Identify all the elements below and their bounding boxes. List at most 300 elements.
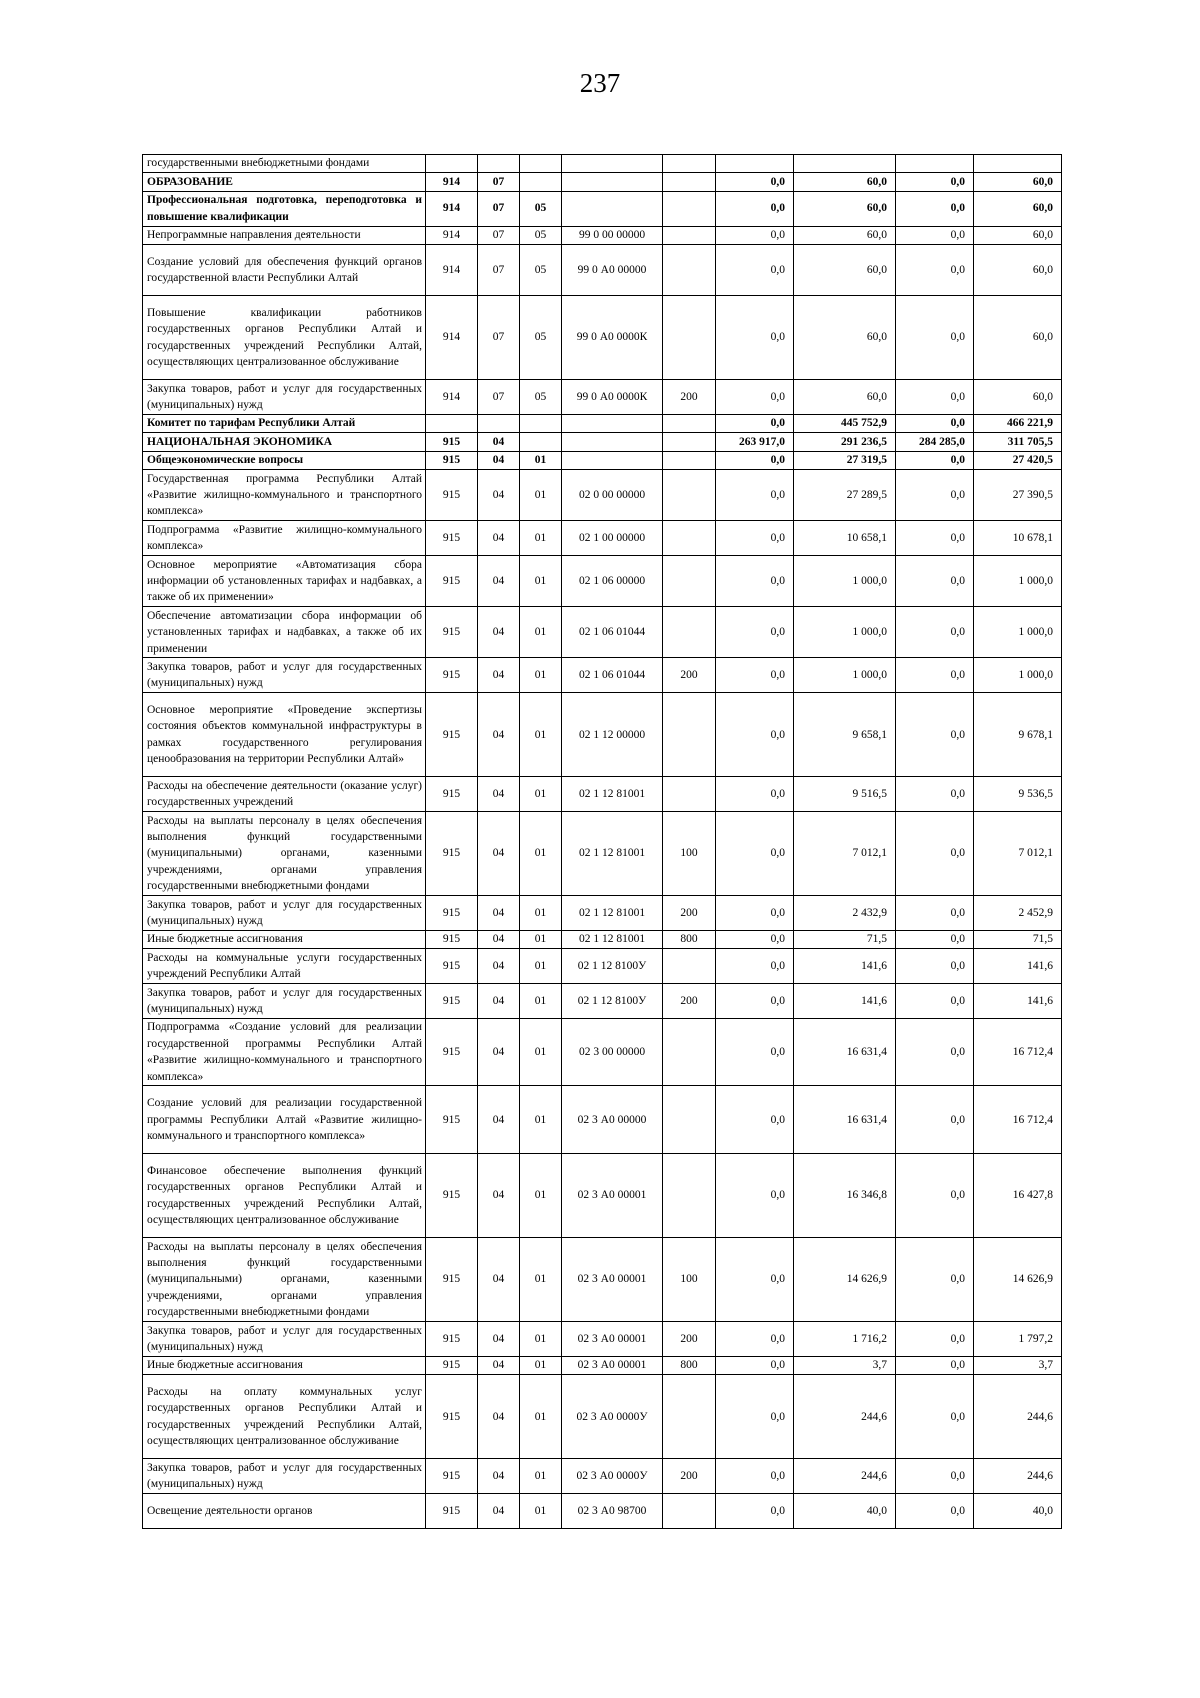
target-article-code [562, 173, 663, 191]
row-name: Создание условий для реализации государственной программы Республики Алтай «Развитие жилищно-коммунального и транспортного комплекса» [143, 1086, 426, 1154]
expense-type-code: 200 [663, 658, 716, 693]
amount-3: 0,0 [896, 1238, 974, 1322]
ved-code: 915 [426, 1375, 478, 1459]
ved-code: 915 [426, 930, 478, 948]
section-code: 04 [478, 451, 520, 469]
amount-1: 0,0 [716, 521, 794, 556]
subsection-code: 05 [520, 226, 562, 244]
ved-code: 914 [426, 244, 478, 295]
subsection-code: 01 [520, 658, 562, 693]
amount-4: 244,6 [974, 1459, 1062, 1494]
ved-code: 915 [426, 521, 478, 556]
amount-4: 60,0 [974, 173, 1062, 191]
amount-3: 0,0 [896, 521, 974, 556]
subsection-code: 05 [520, 296, 562, 380]
subsection-code: 01 [520, 949, 562, 984]
amount-2: 7 012,1 [794, 812, 896, 896]
expense-type-code [663, 470, 716, 521]
row-name: Обеспечение автоматизации сбора информации об установленных тарифах и надбавках, а также об их применении [143, 607, 426, 658]
expense-type-code [663, 173, 716, 191]
amount-2: 10 658,1 [794, 521, 896, 556]
section-code: 04 [478, 470, 520, 521]
amount-3: 0,0 [896, 191, 974, 226]
subsection-code: 05 [520, 380, 562, 415]
expense-type-code [663, 226, 716, 244]
amount-2: 60,0 [794, 380, 896, 415]
target-article-code [562, 451, 663, 469]
ved-code: 915 [426, 1459, 478, 1494]
section-code: 04 [478, 1154, 520, 1238]
row-name: Подпрограмма «Развитие жилищно-коммунального комплекса» [143, 521, 426, 556]
table-body [143, 155, 1062, 1529]
subsection-code: 01 [520, 1086, 562, 1154]
section-code: 07 [478, 191, 520, 226]
table-row [143, 451, 1062, 469]
amount-4: 10 678,1 [974, 521, 1062, 556]
target-article-code: 02 1 12 00000 [562, 693, 663, 777]
amount-3: 0,0 [896, 1154, 974, 1238]
section-code: 04 [478, 693, 520, 777]
amount-2: 27 319,5 [794, 451, 896, 469]
subsection-code: 01 [520, 1375, 562, 1459]
section-code [478, 414, 520, 432]
section-code: 04 [478, 930, 520, 948]
amount-3: 0,0 [896, 1356, 974, 1374]
amount-4: 27 390,5 [974, 470, 1062, 521]
section-code: 07 [478, 380, 520, 415]
table-row [143, 777, 1062, 812]
ved-code: 915 [426, 693, 478, 777]
amount-3: 0,0 [896, 1494, 974, 1529]
ved-code: 915 [426, 812, 478, 896]
table-row [143, 1356, 1062, 1374]
row-name: Закупка товаров, работ и услуг для государственных (муниципальных) нужд [143, 658, 426, 693]
target-article-code: 02 3 00 00000 [562, 1018, 663, 1086]
table-row [143, 812, 1062, 896]
subsection-code: 01 [520, 607, 562, 658]
amount-1: 0,0 [716, 191, 794, 226]
ved-code: 914 [426, 173, 478, 191]
row-name: Комитет по тарифам Республики Алтай [143, 414, 426, 432]
section-code: 04 [478, 1238, 520, 1322]
ved-code: 915 [426, 1322, 478, 1357]
row-name: Расходы на обеспечение деятельности (оказание услуг) государственных учреждений [143, 777, 426, 812]
row-name: Иные бюджетные ассигнования [143, 1356, 426, 1374]
expense-type-code: 200 [663, 1459, 716, 1494]
ved-code [426, 414, 478, 432]
amount-4: 311 705,5 [974, 433, 1062, 451]
row-name: Государственная программа Республики Алтай «Развитие жилищно-коммунального и транспортного комплекса» [143, 470, 426, 521]
amount-4: 1 000,0 [974, 607, 1062, 658]
amount-3 [896, 155, 974, 173]
amount-4: 466 221,9 [974, 414, 1062, 432]
section-code: 04 [478, 949, 520, 984]
row-name: Основное мероприятие «Автоматизация сбора информации об установленных тарифах и надбавках, а также об их применении» [143, 556, 426, 607]
target-article-code [562, 414, 663, 432]
amount-4: 7 012,1 [974, 812, 1062, 896]
target-article-code: 99 0 А0 0000К [562, 296, 663, 380]
target-article-code: 02 3 А0 00001 [562, 1238, 663, 1322]
expense-type-code [663, 607, 716, 658]
amount-3: 0,0 [896, 244, 974, 295]
amount-2: 244,6 [794, 1459, 896, 1494]
amount-2: 445 752,9 [794, 414, 896, 432]
amount-2: 2 432,9 [794, 896, 896, 931]
amount-1: 0,0 [716, 1018, 794, 1086]
amount-3: 0,0 [896, 1086, 974, 1154]
subsection-code: 01 [520, 930, 562, 948]
amount-1: 0,0 [716, 693, 794, 777]
section-code: 07 [478, 244, 520, 295]
amount-2: 60,0 [794, 191, 896, 226]
subsection-code: 01 [520, 1154, 562, 1238]
table-row [143, 949, 1062, 984]
row-name: Финансовое обеспечение выполнения функций государственных органов Республики Алтай и государственных учреждений Республики Алтай, осуществляющих централизованное обслуживание [143, 1154, 426, 1238]
amount-4: 16 712,4 [974, 1086, 1062, 1154]
row-name: Закупка товаров, работ и услуг для государственных (муниципальных) нужд [143, 1459, 426, 1494]
amount-3: 284 285,0 [896, 433, 974, 451]
section-code: 04 [478, 658, 520, 693]
amount-2: 9 658,1 [794, 693, 896, 777]
row-name: Расходы на оплату коммунальных услуг государственных органов Республики Алтай и государственных учреждений Республики Алтай, осуществляющих централизованное обслуживание [143, 1375, 426, 1459]
amount-3: 0,0 [896, 777, 974, 812]
table-row [143, 296, 1062, 380]
amount-4: 9 678,1 [974, 693, 1062, 777]
amount-3: 0,0 [896, 1018, 974, 1086]
target-article-code: 99 0 А0 0000К [562, 380, 663, 415]
amount-1: 0,0 [716, 984, 794, 1019]
section-code: 04 [478, 984, 520, 1019]
target-article-code: 99 0 А0 00000 [562, 244, 663, 295]
target-article-code: 02 1 12 8100У [562, 984, 663, 1019]
amount-2: 1 716,2 [794, 1322, 896, 1357]
ved-code: 915 [426, 433, 478, 451]
table-row [143, 1086, 1062, 1154]
subsection-code: 01 [520, 1356, 562, 1374]
expense-type-code: 200 [663, 984, 716, 1019]
ved-code: 915 [426, 470, 478, 521]
table-row [143, 693, 1062, 777]
amount-4: 60,0 [974, 226, 1062, 244]
amount-1: 0,0 [716, 1459, 794, 1494]
subsection-code: 01 [520, 470, 562, 521]
expense-type-code [663, 693, 716, 777]
table-row [143, 1375, 1062, 1459]
section-code: 04 [478, 777, 520, 812]
ved-code: 915 [426, 1238, 478, 1322]
table-row [143, 414, 1062, 432]
target-article-code: 02 3 А0 98700 [562, 1494, 663, 1529]
target-article-code: 02 3 А0 00001 [562, 1356, 663, 1374]
row-name: Расходы на коммунальные услуги государственных учреждений Республики Алтай [143, 949, 426, 984]
expense-type-code: 200 [663, 380, 716, 415]
amount-1: 0,0 [716, 1154, 794, 1238]
amount-1: 0,0 [716, 226, 794, 244]
row-name: Закупка товаров, работ и услуг для государственных (муниципальных) нужд [143, 896, 426, 931]
expense-type-code [663, 1494, 716, 1529]
ved-code: 915 [426, 1154, 478, 1238]
row-name: Общеэкономические вопросы [143, 451, 426, 469]
ved-code: 915 [426, 984, 478, 1019]
row-name: Основное мероприятие «Проведение экспертизы состояния объектов коммунальной инфраструктуры в рамках государственного регулирования ценообразования на территории Республики Алтай» [143, 693, 426, 777]
target-article-code: 02 3 А0 0000У [562, 1459, 663, 1494]
row-name: Профессиональная подготовка, переподготовка и повышение квалификации [143, 191, 426, 226]
section-code: 04 [478, 433, 520, 451]
amount-4: 40,0 [974, 1494, 1062, 1529]
amount-2: 141,6 [794, 984, 896, 1019]
ved-code: 914 [426, 296, 478, 380]
amount-3: 0,0 [896, 896, 974, 931]
amount-2 [794, 155, 896, 173]
amount-4: 60,0 [974, 296, 1062, 380]
row-name: Освещение деятельности органов [143, 1494, 426, 1529]
ved-code: 915 [426, 556, 478, 607]
amount-1: 0,0 [716, 1086, 794, 1154]
amount-3: 0,0 [896, 470, 974, 521]
amount-4: 1 000,0 [974, 658, 1062, 693]
table-row [143, 380, 1062, 415]
row-name: Закупка товаров, работ и услуг для государственных (муниципальных) нужд [143, 1322, 426, 1357]
table-row [143, 244, 1062, 295]
amount-2: 16 631,4 [794, 1086, 896, 1154]
amount-3: 0,0 [896, 451, 974, 469]
expense-type-code: 100 [663, 812, 716, 896]
subsection-code: 01 [520, 1494, 562, 1529]
subsection-code: 01 [520, 556, 562, 607]
ved-code: 915 [426, 1018, 478, 1086]
amount-2: 291 236,5 [794, 433, 896, 451]
amount-1: 0,0 [716, 556, 794, 607]
subsection-code: 01 [520, 1459, 562, 1494]
amount-3: 0,0 [896, 414, 974, 432]
row-name: ОБРАЗОВАНИЕ [143, 173, 426, 191]
target-article-code [562, 191, 663, 226]
table-row [143, 1018, 1062, 1086]
table-row [143, 1459, 1062, 1494]
section-code: 04 [478, 812, 520, 896]
table-row [143, 1494, 1062, 1529]
amount-3: 0,0 [896, 984, 974, 1019]
amount-1: 0,0 [716, 607, 794, 658]
amount-4: 141,6 [974, 949, 1062, 984]
subsection-code [520, 155, 562, 173]
subsection-code: 05 [520, 244, 562, 295]
target-article-code: 02 1 06 01044 [562, 607, 663, 658]
amount-3: 0,0 [896, 556, 974, 607]
amount-1: 0,0 [716, 296, 794, 380]
expense-type-code [663, 777, 716, 812]
amount-2: 1 000,0 [794, 556, 896, 607]
section-code: 04 [478, 1356, 520, 1374]
subsection-code: 01 [520, 451, 562, 469]
section-code: 04 [478, 521, 520, 556]
target-article-code: 02 1 12 81001 [562, 777, 663, 812]
amount-3: 0,0 [896, 173, 974, 191]
amount-3: 0,0 [896, 226, 974, 244]
amount-2: 141,6 [794, 949, 896, 984]
expense-type-code [663, 1018, 716, 1086]
subsection-code: 01 [520, 812, 562, 896]
expense-type-code: 800 [663, 930, 716, 948]
ved-code: 915 [426, 896, 478, 931]
amount-3: 0,0 [896, 949, 974, 984]
amount-3: 0,0 [896, 1375, 974, 1459]
amount-4: 1 000,0 [974, 556, 1062, 607]
ved-code [426, 155, 478, 173]
expense-type-code [663, 451, 716, 469]
amount-3: 0,0 [896, 1459, 974, 1494]
target-article-code: 02 1 12 8100У [562, 949, 663, 984]
amount-4: 244,6 [974, 1375, 1062, 1459]
ved-code: 915 [426, 451, 478, 469]
subsection-code: 01 [520, 777, 562, 812]
amount-2: 1 000,0 [794, 658, 896, 693]
table-row [143, 155, 1062, 173]
expense-type-code [663, 433, 716, 451]
table-row [143, 896, 1062, 931]
amount-4: 16 427,8 [974, 1154, 1062, 1238]
row-name: НАЦИОНАЛЬНАЯ ЭКОНОМИКА [143, 433, 426, 451]
amount-2: 71,5 [794, 930, 896, 948]
amount-1: 0,0 [716, 1375, 794, 1459]
subsection-code: 01 [520, 896, 562, 931]
section-code: 04 [478, 556, 520, 607]
table-row [143, 984, 1062, 1019]
target-article-code: 02 1 06 01044 [562, 658, 663, 693]
amount-2: 9 516,5 [794, 777, 896, 812]
ved-code: 915 [426, 658, 478, 693]
table-row [143, 173, 1062, 191]
amount-1: 0,0 [716, 380, 794, 415]
subsection-code: 01 [520, 521, 562, 556]
row-name: Повышение квалификации работников государственных органов Республики Алтай и государственных учреждений Республики Алтай, осуществляющих централизованное обслуживание [143, 296, 426, 380]
amount-1: 0,0 [716, 896, 794, 931]
subsection-code [520, 173, 562, 191]
amount-1: 0,0 [716, 1494, 794, 1529]
amount-3: 0,0 [896, 930, 974, 948]
table-row [143, 433, 1062, 451]
amount-4: 60,0 [974, 191, 1062, 226]
expense-type-code [663, 521, 716, 556]
section-code: 04 [478, 896, 520, 931]
section-code: 04 [478, 1494, 520, 1529]
section-code: 04 [478, 1375, 520, 1459]
expense-type-code [663, 244, 716, 295]
amount-1: 0,0 [716, 949, 794, 984]
amount-4: 141,6 [974, 984, 1062, 1019]
row-name: Непрограммные направления деятельности [143, 226, 426, 244]
row-name: Закупка товаров, работ и услуг для государственных (муниципальных) нужд [143, 380, 426, 415]
ved-code: 915 [426, 777, 478, 812]
amount-1: 0,0 [716, 470, 794, 521]
expense-type-code [663, 414, 716, 432]
target-article-code: 02 3 А0 0000У [562, 1375, 663, 1459]
amount-4: 3,7 [974, 1356, 1062, 1374]
ved-code: 915 [426, 1356, 478, 1374]
section-code: 04 [478, 1322, 520, 1357]
amount-3: 0,0 [896, 658, 974, 693]
budget-table [142, 154, 1062, 1529]
target-article-code: 02 3 А0 00001 [562, 1322, 663, 1357]
target-article-code: 02 3 А0 00000 [562, 1086, 663, 1154]
row-name: Иные бюджетные ассигнования [143, 930, 426, 948]
amount-1: 0,0 [716, 414, 794, 432]
amount-4: 2 452,9 [974, 896, 1062, 931]
expense-type-code [663, 1375, 716, 1459]
expense-type-code [663, 155, 716, 173]
target-article-code: 02 1 12 81001 [562, 930, 663, 948]
subsection-code: 01 [520, 984, 562, 1019]
amount-2: 14 626,9 [794, 1238, 896, 1322]
section-code: 04 [478, 607, 520, 658]
row-name: Создание условий для обеспечения функций органов государственной власти Республики Алтай [143, 244, 426, 295]
amount-4 [974, 155, 1062, 173]
row-name: Подпрограмма «Создание условий для реализации государственной программы Республики Алтай «Развитие жилищно-коммунального и транспортного комплекса» [143, 1018, 426, 1086]
amount-1: 0,0 [716, 451, 794, 469]
amount-3: 0,0 [896, 812, 974, 896]
amount-4: 14 626,9 [974, 1238, 1062, 1322]
expense-type-code [663, 949, 716, 984]
expense-type-code [663, 1086, 716, 1154]
amount-1: 0,0 [716, 1356, 794, 1374]
table-row [143, 607, 1062, 658]
subsection-code: 01 [520, 1322, 562, 1357]
amount-3: 0,0 [896, 296, 974, 380]
target-article-code: 02 1 06 00000 [562, 556, 663, 607]
target-article-code: 02 1 12 81001 [562, 812, 663, 896]
amount-3: 0,0 [896, 1322, 974, 1357]
subsection-code [520, 414, 562, 432]
row-name: Расходы на выплаты персоналу в целях обеспечения выполнения функций государственными (муниципальными) органами, казенными учреждениями, органами управления государственными внебюджетными фондами [143, 1238, 426, 1322]
amount-4: 16 712,4 [974, 1018, 1062, 1086]
ved-code: 914 [426, 380, 478, 415]
ved-code: 915 [426, 1494, 478, 1529]
amount-4: 60,0 [974, 244, 1062, 295]
amount-3: 0,0 [896, 380, 974, 415]
expense-type-code: 100 [663, 1238, 716, 1322]
row-name: государственными внебюджетными фондами [143, 155, 426, 173]
subsection-code: 01 [520, 1018, 562, 1086]
amount-1: 263 917,0 [716, 433, 794, 451]
page-number: 237 [579, 68, 621, 98]
table-row [143, 658, 1062, 693]
amount-2: 1 000,0 [794, 607, 896, 658]
amount-2: 40,0 [794, 1494, 896, 1529]
amount-1: 0,0 [716, 244, 794, 295]
amount-4: 71,5 [974, 930, 1062, 948]
expense-type-code [663, 296, 716, 380]
amount-4: 27 420,5 [974, 451, 1062, 469]
section-code: 04 [478, 1086, 520, 1154]
subsection-code: 05 [520, 191, 562, 226]
amount-4: 9 536,5 [974, 777, 1062, 812]
expense-type-code [663, 556, 716, 607]
target-article-code: 02 1 12 81001 [562, 896, 663, 931]
ved-code: 914 [426, 191, 478, 226]
target-article-code: 02 3 А0 00001 [562, 1154, 663, 1238]
table-row [143, 521, 1062, 556]
amount-1: 0,0 [716, 173, 794, 191]
row-name: Расходы на выплаты персоналу в целях обеспечения выполнения функций государственными (муниципальными) органами, казенными учреждениями, органами управления государственными внебюджетными фондами [143, 812, 426, 896]
section-code: 07 [478, 226, 520, 244]
amount-2: 27 289,5 [794, 470, 896, 521]
section-code: 07 [478, 173, 520, 191]
amount-2: 60,0 [794, 173, 896, 191]
amount-4: 1 797,2 [974, 1322, 1062, 1357]
table-row [143, 556, 1062, 607]
section-code [478, 155, 520, 173]
table-row [143, 1154, 1062, 1238]
